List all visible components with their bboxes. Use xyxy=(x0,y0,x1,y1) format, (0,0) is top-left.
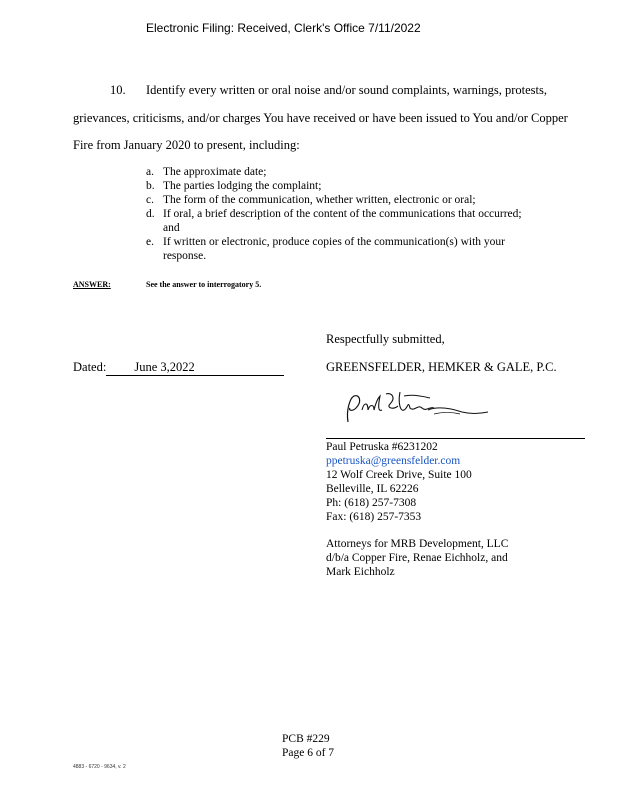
law-firm-name: GREENSFELDER, HEMKER & GALE, P.C. xyxy=(326,360,557,374)
attorneys-for-line-1: Attorneys for MRB Development, LLC xyxy=(326,538,509,550)
item-marker: a. xyxy=(146,166,154,178)
filing-stamp: Electronic Filing: Received, Clerk's Office 7/11/2022 xyxy=(146,21,421,35)
item-marker: c. xyxy=(146,194,154,206)
address-line-1: 12 Wolf Creek Drive, Suite 100 xyxy=(326,469,472,481)
interrogatory-line-1: Identify every written or oral noise and/or sound complaints, warnings, protests, xyxy=(146,83,547,97)
respectfully-submitted: Respectfully submitted, xyxy=(326,332,445,346)
interrogatory-line-2: grievances, criticisms, and/or charges You have received or have been issued to You and/or Copper xyxy=(73,111,568,125)
document-id: 4883 - 6720 - 9634, v. 2 xyxy=(73,764,126,770)
attorney-email-link[interactable]: ppetruska@greensfelder.com xyxy=(326,455,461,467)
item-text: The form of the communication, whether written, electronic or oral; xyxy=(163,194,476,206)
item-text: If oral, a brief description of the content of the communications that occurred; xyxy=(163,208,522,220)
interrogatory-number: 10. xyxy=(110,83,126,97)
item-marker: b. xyxy=(146,180,155,192)
item-marker: d. xyxy=(146,208,155,220)
interrogatory-line-3: Fire from January 2020 to present, including: xyxy=(73,138,300,152)
attorneys-for-line-2: d/b/a Copper Fire, Renae Eichholz, and xyxy=(326,552,508,564)
address-line-2: Belleville, IL 62226 xyxy=(326,483,419,495)
attorneys-for-line-3: Mark Eichholz xyxy=(326,566,395,578)
fax-number: Fax: (618) 257-7353 xyxy=(326,511,422,523)
attorney-name: Paul Petruska #6231202 xyxy=(326,441,438,453)
dated-value: June 3,2022 xyxy=(106,360,284,376)
pcb-number: PCB #229 xyxy=(282,733,330,745)
phone-number: Ph: (618) 257-7308 xyxy=(326,497,417,509)
item-marker: e. xyxy=(146,236,154,248)
page-number: Page 6 of 7 xyxy=(282,747,335,759)
answer-text: See the answer to interrogatory 5. xyxy=(146,280,262,289)
handwritten-signature xyxy=(338,388,498,432)
signature-line xyxy=(326,438,585,439)
item-continuation: response. xyxy=(163,250,207,262)
dated-label: Dated: xyxy=(73,360,107,374)
dated-line xyxy=(73,360,284,376)
answer-label: ANSWER: xyxy=(73,280,111,289)
item-continuation: and xyxy=(163,222,180,234)
item-text: The parties lodging the complaint; xyxy=(163,180,322,192)
item-text: The approximate date; xyxy=(163,166,267,178)
item-text: If written or electronic, produce copies of the communication(s) with your xyxy=(163,236,506,248)
